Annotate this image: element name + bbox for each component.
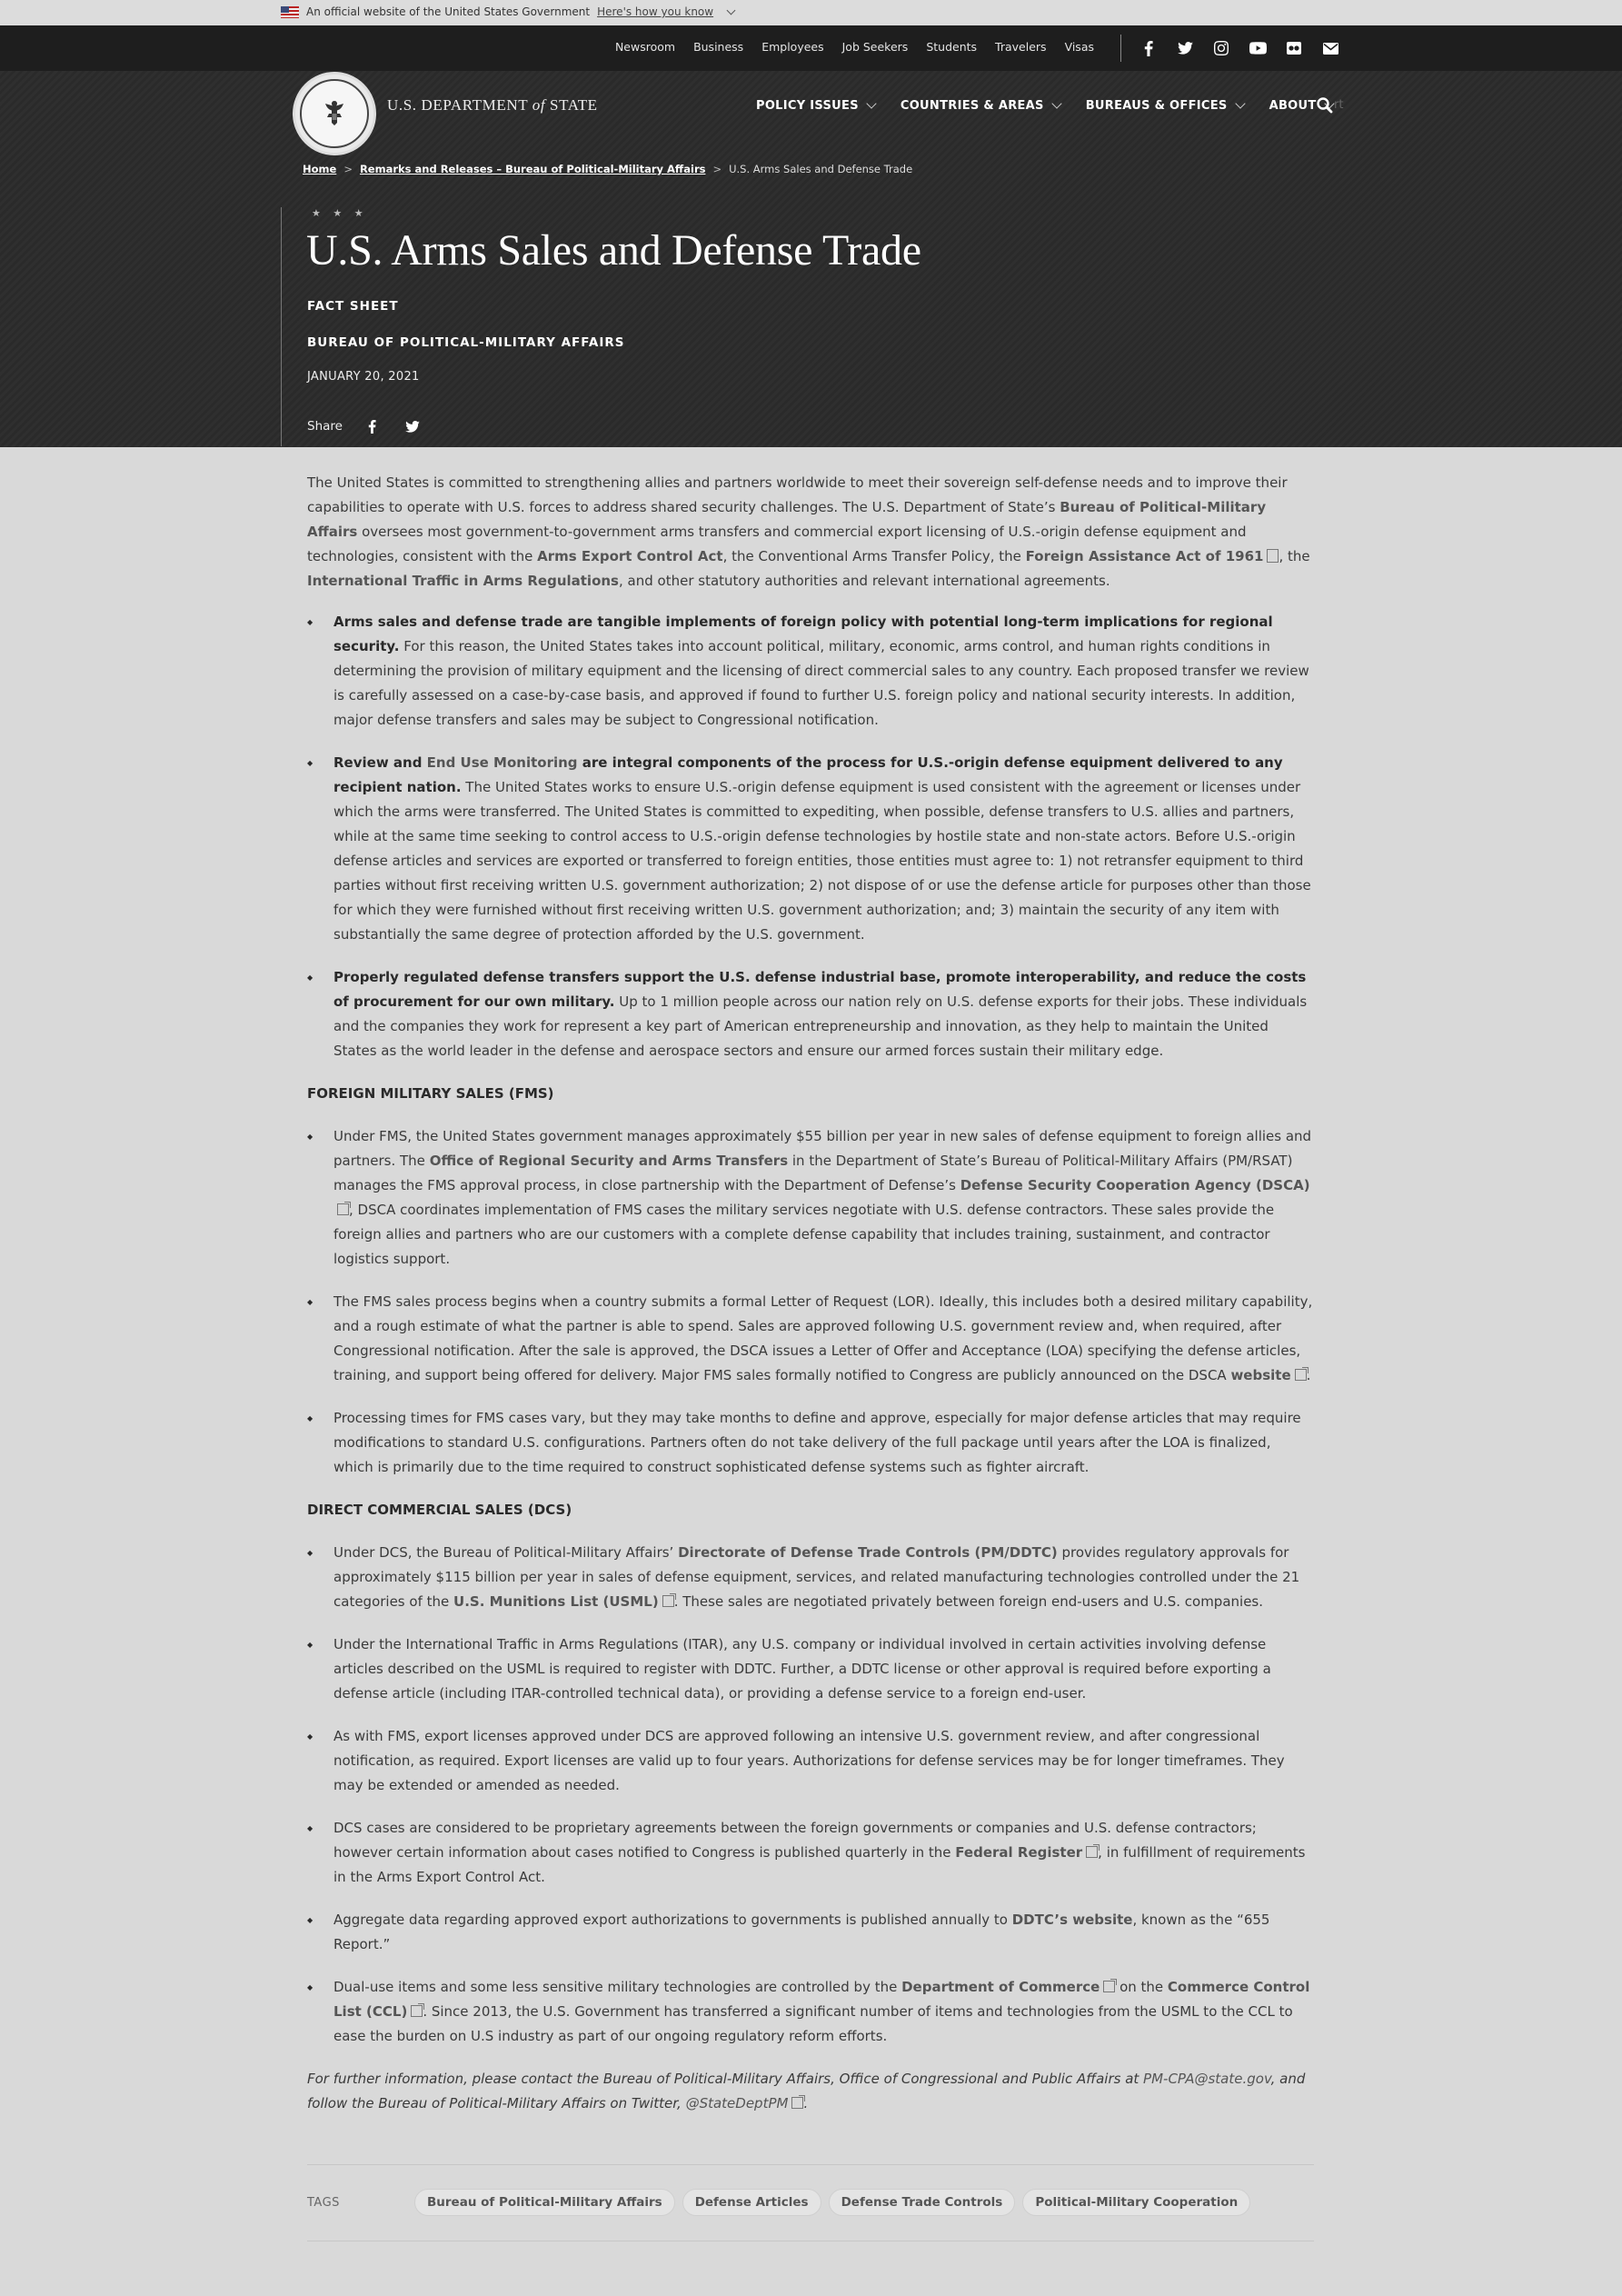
key-points-list <box>307 610 1314 1063</box>
contact-paragraph <box>307 2067 1314 2116</box>
bullet-bold: Properly regulated defense transfers support the U.S. defense industrial base, promote interoperability, and reduce the costs of procurement for our own military. <box>333 969 1307 1010</box>
tag-defense-articles[interactable]: Defense Articles <box>682 2189 821 2216</box>
nav-bureaus-offices[interactable] <box>1086 99 1244 113</box>
list-item <box>307 610 1314 733</box>
how-you-know-link[interactable]: Here's how you know <box>597 5 714 18</box>
nav-countries-areas[interactable] <box>901 99 1060 113</box>
link-end-use-monitoring[interactable]: End Use Monitoring <box>426 754 578 771</box>
list-item <box>307 965 1314 1063</box>
item-text: , in fulfillment of requirements in the Arms Export Control Act. <box>333 1844 1306 1885</box>
tags-label: TAGS <box>307 2196 340 2210</box>
utility-link-employees[interactable]: Employees <box>761 40 824 54</box>
bullet-text: The United States works to ensure U.S.-origin defense equipment is used consistent with the agreement or licenses under which the arms were transferred. The United States is committed to expediting, when possible, defense transfers to U.S. allies and partners, while at the same time seeking to control access to U.S.-origin defense technologies by hostile state and non-state actors. Before U.S.-origin defense articles and services are exported or transferred to foreign entities, those entities must agree to: 1) not retransfer equipment to third parties without first receiving written U.S. government authorization; 2) not dispose of or use the defense article for purposes other than those for which they were furnished without first receiving written U.S. government authorization; and; 3) maintain the security of any item with substantially the same degree of protection afforded by the U.S. government. <box>333 779 1311 943</box>
link-ccl[interactable]: Commerce Control List (CCL) <box>333 1979 1310 2020</box>
list-item <box>307 1541 1314 1614</box>
contact-text: . <box>803 2095 809 2111</box>
main-navigation <box>756 99 1333 113</box>
bullet-bold: Arms sales and defense trade are tangible implements of foreign policy with potential long-term implications for regional security. <box>333 614 1273 654</box>
article-date: JANUARY 20, 2021 <box>307 370 420 384</box>
breadcrumb-home[interactable]: Home <box>303 163 337 175</box>
list-item <box>307 1975 1314 2049</box>
external-link-icon <box>1295 1369 1307 1381</box>
utility-links <box>615 40 1094 54</box>
chevron-down-icon <box>1235 98 1245 108</box>
contact-text: , and follow the Bureau of Political-Military Affairs on Twitter, <box>307 2071 1306 2111</box>
chevron-down-icon <box>1051 98 1061 108</box>
item-text: . Since 2013, the U.S. Government has transferred a significant number of items and technologies from the USML to the CCL to ease the burden on U.S industry as part of our ongoing regulatory reform efforts. <box>333 2003 1293 2044</box>
item-text: in the Department of State’s Bureau of Political-Military Affairs (PM/RSAT) manages the FMS approval process, in close partnership with the Department of Defense’s <box>333 1153 1293 1193</box>
external-link-icon <box>1103 1981 1115 1992</box>
instagram-icon[interactable] <box>1210 38 1232 58</box>
tags-list <box>414 2189 1250 2216</box>
item-text: As with FMS, export licenses approved under DCS are approved following an intensive U.S. government review, and after congressional notification, as required. Export licenses are valid up to four years. Authorizations for defense services may be for longer timeframes. They may be extended or amended as needed. <box>333 1728 1285 1793</box>
link-twitter-handle[interactable]: @StateDeptPM <box>685 2095 789 2111</box>
seal-ring <box>300 79 369 148</box>
item-text: DCS cases are considered to be proprietary agreements between the foreign governments or companies and U.S. defense contractors; however certain information about cases notified to Congress is published quarterly in the <box>333 1820 1257 1861</box>
item-text: Under DCS, the Bureau of Political-Military Affairs’ <box>333 1544 679 1561</box>
email-icon[interactable] <box>1319 38 1341 58</box>
nav-label: COUNTRIES & AREAS <box>900 99 1044 113</box>
article-bureau[interactable]: BUREAU OF POLITICAL-MILITARY AFFAIRS <box>307 335 625 350</box>
hero-rule <box>281 207 282 446</box>
social-links <box>1138 38 1341 58</box>
utility-link-newsroom[interactable]: Newsroom <box>614 40 676 54</box>
gov-banner-text: An official website of the United States Government <box>306 5 591 18</box>
twitter-icon[interactable] <box>1174 38 1196 58</box>
utility-link-students[interactable]: Students <box>926 40 978 54</box>
share-facebook-icon[interactable] <box>363 416 383 436</box>
link-faa-1961[interactable]: Foreign Assistance Act of 1961 <box>1025 548 1264 564</box>
external-link-icon <box>791 2097 803 2109</box>
bullet-bold: are integral components of the process for U.S.-origin defense equipment delivered to any recipient nation. <box>333 754 1283 795</box>
link-aeca[interactable]: Arms Export Control Act <box>537 548 723 564</box>
item-text: Dual-use items and some less sensitive military technologies are controlled by the <box>333 1979 902 1995</box>
stars-ornament: ★ ★ ★ <box>312 207 368 219</box>
section-heading-fms: FOREIGN MILITARY SALES (FMS) <box>307 1085 554 1102</box>
breadcrumb <box>303 163 912 175</box>
breadcrumb-parent[interactable]: Remarks and Releases – Bureau of Political-Military Affairs <box>359 163 706 175</box>
nav-label: ABOUT <box>1269 99 1317 113</box>
list-item <box>307 751 1314 947</box>
list-item <box>307 1290 1314 1388</box>
tag-defense-trade-controls[interactable]: Defense Trade Controls <box>829 2189 1016 2216</box>
link-bureau-pm[interactable]: Bureau of Political-Military Affairs <box>307 499 1267 540</box>
intro-text: The United States is committed to strengthening allies and partners worldwide to meet their sovereign self-defense needs and to improve their capabilities to operate with U.S. forces to address shared security challenges. The U.S. Department of State’s <box>307 474 1288 515</box>
utility-bar <box>0 25 1622 71</box>
tag-pol-mil-cooperation[interactable]: Political-Military Cooperation <box>1022 2189 1250 2216</box>
us-flag-icon <box>281 6 299 18</box>
share-bar <box>307 416 423 436</box>
link-ddtc[interactable]: Directorate of Defense Trade Controls (PM/DDTC) <box>678 1544 1058 1561</box>
link-usml[interactable]: U.S. Munitions List (USML) <box>453 1593 659 1610</box>
link-itar[interactable]: International Traffic in Arms Regulations <box>307 573 619 589</box>
bullet-bold: Review and <box>333 754 427 771</box>
contact-text: For further information, please contact the Bureau of Political-Military Affairs, Office of Congressional and Public Affairs at <box>307 2071 1144 2087</box>
item-text: Processing times for FMS cases vary, but they may take months to define and approve, especially for major defense articles that may require modifications to standard U.S. configurations. Partners often do not take delivery of the full package until years after the LOA is finalized, which is primarily due to the time required to construct sophisticated defense systems such as fighter aircraft. <box>333 1410 1301 1475</box>
external-link-icon <box>662 1595 674 1607</box>
youtube-icon[interactable] <box>1247 38 1269 58</box>
item-text: Aggregate data regarding approved export authorizations to governments is published annually to <box>333 1912 1012 1928</box>
flickr-icon[interactable] <box>1283 38 1305 58</box>
list-item <box>307 1124 1314 1272</box>
external-link-icon <box>337 1203 349 1215</box>
nav-policy-issues[interactable] <box>756 99 875 113</box>
link-email[interactable]: PM-CPA@state.gov <box>1143 2071 1271 2087</box>
breadcrumb-separator: > <box>343 163 353 175</box>
section-heading-dcs: DIRECT COMMERCIAL SALES (DCS) <box>307 1502 572 1518</box>
bullet-text: For this reason, the United States takes into account political, military, economic, arms control, and human rights conditions in determining the provision of military equipment and the licensing of direct commercial sales to any country. Each proposed transfer we review is carefully assessed on a case-by-case basis, and approved if found to further U.S. foreign policy and national security interests. In addition, major defense transfers and sales may be subject to Congressional notification. <box>333 638 1309 728</box>
item-text: , known as the “655 Report.” <box>333 1912 1270 1952</box>
fms-list <box>307 1124 1314 1480</box>
facebook-icon[interactable] <box>1138 38 1159 58</box>
share-label: Share <box>307 419 343 434</box>
breadcrumb-current: U.S. Arms Sales and Defense Trade <box>729 163 913 175</box>
link-commerce[interactable]: Department of Commerce <box>901 1979 1100 1995</box>
dcs-list <box>307 1541 1314 2049</box>
dept-name-of: of <box>532 96 546 114</box>
list-item <box>307 1632 1314 1706</box>
bullet-text: Up to 1 million people across our nation rely on U.S. defense exports for their jobs. These individuals and the companies they work for represent a key part of American entrepreneurship and innovation, as they help to maintain the United States as the world leader in the defense and aerospace sectors and ensure our armed forces sustain their military edge. <box>333 993 1308 1059</box>
utility-divider <box>1120 35 1121 62</box>
item-text: provides regulatory approvals for approximately $115 billion per year in sales of defense equipment, services, and related manufacturing technologies controlled under the 21 categories of the <box>333 1544 1300 1610</box>
link-dsca[interactable]: Defense Security Cooperation Agency (DSCA) <box>960 1177 1310 1193</box>
intro-text: , the Conventional Arms Transfer Policy, the <box>722 548 1026 564</box>
utility-link-business[interactable]: Business <box>693 40 744 54</box>
breadcrumb-separator: > <box>712 163 722 175</box>
department-name[interactable] <box>387 96 598 115</box>
site-header <box>0 25 1622 447</box>
chevron-down-icon[interactable] <box>727 5 736 15</box>
utility-link-travelers[interactable]: Travelers <box>995 40 1047 54</box>
intro-text: , and other statutory authorities and relevant international agreements. <box>619 573 1110 589</box>
item-text: Under FMS, the United States government manages approximately $55 billion per year in new sales of defense equipment to foreign allies and partners. The <box>333 1128 1312 1169</box>
article-body <box>307 471 1314 2116</box>
item-text: The FMS sales process begins when a country submits a formal Letter of Request (LOR). Ideally, this includes both a desired military capability, and a rough estimate of what the partner is able to spend. Sales are approved following U.S. government review and, when required, after Congressional notification. After the sale is approved, the DSCA issues a Letter of Offer and Acceptance (LOA) specifying the defense articles, training, and support being offered for delivery. Major FMS sales formally notified to Congress are publicly announced on the DSCA <box>333 1293 1313 1383</box>
dept-name-post: STATE <box>545 96 598 114</box>
utility-link-visas[interactable]: Visas <box>1064 40 1094 54</box>
chevron-down-icon <box>866 98 876 108</box>
share-twitter-icon[interactable] <box>403 416 423 436</box>
utility-link-job-seekers[interactable]: Job Seekers <box>841 40 909 54</box>
item-text: Under the International Traffic in Arms Regulations (ITAR), any U.S. company or individual involved in certain activities involving defense articles described on the USML is required to register with DDTC. Further, a DDTC license or other approval is required before exporting a defense article (including ITAR-controlled technical data), or providing a defense service to a foreign end-user. <box>333 1636 1271 1702</box>
item-text: . These sales are negotiated privately between foreign end-users and U.S. companies. <box>673 1593 1263 1610</box>
tag-bureau-pm[interactable]: Bureau of Political-Military Affairs <box>414 2189 675 2216</box>
eagle-icon <box>316 95 353 132</box>
pdf-icon <box>1267 549 1279 563</box>
intro-paragraph <box>307 471 1314 594</box>
intro-text: , the <box>1279 548 1310 564</box>
list-item <box>307 1908 1314 1957</box>
department-seal-logo[interactable] <box>293 72 376 155</box>
gov-banner <box>0 0 1622 25</box>
external-link-icon <box>1086 1846 1098 1858</box>
intro-text: oversees most government-to-government arms transfers and commercial export licensing of U.S.-origin defense equipment and technologies, consistent with the <box>307 524 1247 564</box>
list-item <box>307 1406 1314 1480</box>
article-type: FACT SHEET <box>307 299 399 314</box>
link-rsat[interactable]: Office of Regional Security and Arms Transfers <box>429 1153 789 1169</box>
item-text: . <box>1306 1367 1311 1383</box>
item-text: on the <box>1115 1979 1168 1995</box>
link-federal-register[interactable]: Federal Register <box>955 1844 1083 1861</box>
list-item <box>307 1724 1314 1798</box>
list-item <box>307 1816 1314 1890</box>
link-dsca-website[interactable]: website <box>1230 1367 1291 1383</box>
nav-label: POLICY ISSUES <box>756 99 859 113</box>
page-title: U.S. Arms Sales and Defense Trade <box>306 226 921 275</box>
external-link-icon <box>411 2005 423 2017</box>
link-ddtc-website[interactable]: DDTC’s website <box>1011 1912 1133 1928</box>
nav-label: BUREAUS & OFFICES <box>1085 99 1228 113</box>
dept-name-pre: U.S. DEPARTMENT <box>387 96 532 114</box>
item-text: , DSCA coordinates implementation of FMS cases the military services negotiate with U.S. defense contractors. These sales provide the foreign allies and partners who are our customers with a complete defense capability that includes training, sustainment, and contractor logistics support. <box>333 1202 1275 1267</box>
search-ghost-text: rt <box>1334 98 1344 112</box>
tags-divider <box>307 2164 1314 2165</box>
